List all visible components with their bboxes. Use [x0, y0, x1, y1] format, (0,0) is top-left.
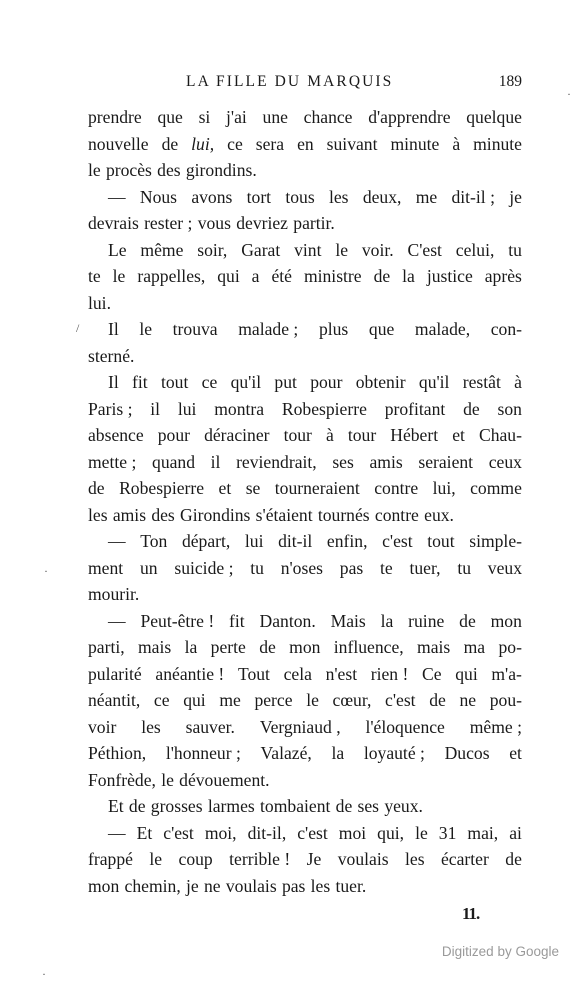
text-word: moi,: [204, 822, 237, 843]
text-word: et: [509, 743, 522, 763]
text-word: mon: [289, 637, 321, 657]
margin-speck: /: [76, 321, 80, 335]
text-word: perte: [210, 637, 246, 657]
text-word: tout: [160, 372, 189, 392]
text-word: Paris ;: [88, 398, 133, 419]
text-word: si: [198, 107, 211, 127]
text-word: une: [262, 107, 288, 127]
text-word: Chau-: [478, 425, 522, 445]
text-word: ma: [463, 637, 486, 657]
text-line: [88, 740, 522, 767]
text-word: de: [335, 796, 353, 816]
text-word: Tout: [237, 663, 270, 684]
text-word: cela: [283, 663, 312, 684]
text-word: voir.: [361, 239, 394, 260]
text-word: deux,: [362, 186, 402, 207]
text-word: loyauté ;: [363, 743, 425, 763]
text-word: le: [161, 769, 174, 790]
text-word: Danton.: [259, 610, 316, 631]
text-word: montra: [214, 398, 265, 419]
text-word: soir,: [197, 239, 228, 260]
text-line: [88, 846, 522, 873]
text-word: et: [218, 478, 232, 498]
text-word: anéantie !: [155, 663, 225, 684]
text-word: amis: [112, 504, 147, 525]
text-word: malade ;: [238, 319, 299, 339]
text-word: de: [429, 690, 446, 710]
margin-speck: ·: [42, 967, 46, 981]
text-word: absence: [88, 425, 144, 445]
text-line: [88, 343, 522, 370]
text-line: [88, 581, 522, 608]
text-word: veux: [487, 557, 522, 578]
text-word: rester ;: [144, 213, 193, 233]
text-word: tort: [246, 186, 272, 207]
text-word: simple-: [469, 531, 522, 551]
text-word: même: [140, 239, 184, 260]
page-number: 189: [498, 73, 522, 90]
text-word: —: [108, 531, 126, 551]
text-line: [88, 608, 522, 635]
text-word: fit: [229, 610, 245, 631]
text-word: qui: [455, 663, 478, 684]
text-line: [88, 634, 522, 661]
text-word: été: [271, 266, 292, 286]
text-word: de: [463, 398, 480, 419]
text-word: te: [380, 557, 393, 578]
text-line: [88, 555, 522, 582]
text-word: j'ai: [226, 107, 247, 127]
text-word: tournés: [317, 504, 370, 525]
text-word: tour: [283, 425, 312, 445]
text-word: à: [452, 133, 461, 154]
text-word: tu: [250, 557, 264, 578]
text-word: Mais: [330, 610, 366, 631]
text-word: C'est: [407, 239, 442, 260]
text-word: après: [484, 266, 522, 286]
text-line: [88, 237, 522, 264]
text-word: tous: [285, 186, 315, 207]
text-word: les: [88, 504, 108, 525]
text-word: celui,: [455, 239, 495, 260]
text-word: mourir.: [88, 584, 140, 604]
text-line: [88, 502, 522, 529]
text-word: contre: [374, 504, 419, 525]
text-word: l'éloquence: [365, 716, 445, 737]
text-word: justice: [426, 266, 473, 286]
text-word: restât: [462, 372, 501, 392]
text-line: [88, 316, 522, 343]
text-word: le: [415, 822, 428, 843]
text-line: [88, 422, 522, 449]
text-word: qui: [217, 266, 240, 286]
text-word: que: [157, 107, 183, 127]
text-word: Il: [108, 372, 119, 392]
text-word: con-: [490, 319, 522, 339]
text-word: il: [150, 398, 161, 419]
text-line: [88, 290, 522, 317]
text-word: minute: [473, 133, 522, 154]
text-word: voulais: [337, 849, 389, 869]
text-word: mais: [138, 637, 172, 657]
text-word: le: [88, 160, 101, 180]
text-line: [88, 714, 522, 741]
text-word: frappé: [88, 849, 133, 869]
text-word: ce: [153, 690, 170, 710]
text-word: lui,: [432, 478, 456, 498]
text-word: larmes: [207, 796, 255, 816]
text-word: vint: [294, 239, 322, 260]
text-word: pour: [310, 372, 343, 392]
text-word: les: [328, 186, 349, 207]
text-word: quelque: [466, 107, 522, 127]
text-word: à: [514, 372, 522, 392]
text-line: [88, 793, 522, 820]
text-word: mai,: [467, 822, 499, 843]
text-word: les: [310, 875, 331, 896]
text-word: enfin,: [326, 531, 368, 551]
text-word: influence,: [333, 637, 404, 657]
text-word: po-: [498, 637, 522, 657]
text-word: voulais: [225, 875, 277, 896]
text-word: minute: [390, 133, 440, 154]
text-word: malade,: [414, 319, 471, 339]
text-word: Péthion,: [88, 743, 147, 763]
text-word: Valazé,: [260, 743, 312, 763]
text-word: les: [141, 716, 161, 737]
text-line: [88, 528, 522, 555]
text-word: dévouement.: [179, 769, 270, 790]
text-word: prendre: [88, 107, 142, 127]
text-word: rappelles,: [137, 266, 206, 286]
text-word: —: [108, 822, 126, 843]
text-word: me: [415, 186, 438, 207]
text-word: amis: [369, 451, 403, 472]
text-word: mais: [417, 637, 451, 657]
text-word: même ;: [469, 716, 522, 737]
text-word: ai: [509, 822, 522, 843]
text-word: à: [325, 425, 334, 445]
text-line: [88, 449, 522, 476]
text-word: l'honneur ;: [165, 743, 241, 763]
text-line: [88, 687, 522, 714]
text-word: Et: [108, 796, 124, 816]
text-line: [88, 184, 522, 211]
text-word: tuer.: [335, 875, 367, 896]
text-word: la: [380, 610, 394, 631]
text-word: vous: [197, 213, 231, 233]
text-word: Ton: [140, 531, 168, 551]
text-word: ne: [203, 875, 221, 896]
text-word: quand: [152, 451, 196, 472]
text-word: Il: [108, 319, 119, 339]
text-word: lui: [177, 398, 197, 419]
text-word: n'oses: [280, 557, 323, 578]
text-word: 31: [438, 822, 457, 843]
text-line: [88, 873, 522, 900]
text-word: le: [139, 319, 153, 339]
text-line: [88, 210, 522, 237]
text-word: dit-il: [278, 531, 313, 551]
text-word: Je: [306, 849, 322, 869]
text-word: de: [128, 796, 146, 816]
text-word: il: [210, 451, 221, 472]
text-word: en: [297, 133, 314, 154]
signature-mark: 11.: [462, 904, 480, 923]
text-word: qui: [183, 690, 206, 710]
text-word: m'a-: [491, 663, 522, 684]
text-word: ses: [332, 451, 354, 472]
text-word: la: [184, 637, 198, 657]
text-line: [88, 263, 522, 290]
text-word: nouvelle: [88, 133, 149, 154]
text-word: des: [157, 160, 181, 180]
text-word: pou-: [489, 690, 522, 710]
margin-speck: ·: [567, 87, 571, 101]
running-title: LA FILLE DU MARQUIS: [186, 73, 394, 90]
text-word: pas: [339, 557, 364, 578]
text-word: la: [331, 743, 345, 763]
text-word: c'est: [297, 822, 328, 843]
text-word: lui.: [88, 292, 111, 313]
text-line: [88, 396, 522, 423]
text-word: mon: [88, 875, 120, 896]
text-word: Hébert: [390, 425, 439, 445]
text-word: c'est: [385, 690, 416, 710]
text-line: [88, 661, 522, 688]
text-word: grosses: [150, 796, 203, 816]
text-word: sera: [255, 133, 285, 154]
text-word: obtenir: [355, 372, 406, 392]
text-word: tourneraient: [274, 478, 360, 498]
text-word: comme: [470, 478, 522, 498]
text-word: départ,: [181, 531, 231, 551]
text-word: ne: [459, 690, 477, 710]
text-word: de: [88, 478, 105, 498]
text-word: que: [368, 319, 395, 339]
text-word: un: [139, 557, 158, 578]
text-word: te: [88, 266, 101, 286]
text-word: je: [509, 186, 522, 207]
text-word: profitant: [384, 398, 446, 419]
text-word: tour: [347, 425, 377, 445]
text-line: [88, 157, 522, 184]
text-word: Ducos: [444, 743, 490, 763]
text-word: néantit,: [88, 690, 141, 710]
text-word: Robespierre: [281, 398, 367, 419]
text-word: le: [112, 266, 126, 286]
text-word: c'est: [163, 822, 194, 843]
text-word: coup: [178, 849, 213, 869]
text-word: ce: [201, 372, 218, 392]
text-word: put: [274, 372, 297, 392]
text-word: pas: [281, 875, 306, 896]
text-word: écarter: [441, 849, 489, 869]
text-word: devriez: [236, 213, 288, 233]
text-word: cœur,: [332, 690, 372, 710]
text-word: Peut-être !: [140, 610, 215, 631]
text-word: de: [373, 266, 391, 286]
text-word: pour: [157, 425, 190, 445]
text-word: mette ;: [88, 451, 137, 472]
text-word: mon: [490, 610, 522, 631]
text-word: des: [151, 504, 175, 525]
text-word: qu'il: [230, 372, 262, 392]
text-word: le: [149, 849, 163, 869]
text-word: les: [405, 849, 425, 869]
margin-speck: ·: [44, 564, 48, 578]
text-word: sterné.: [88, 345, 135, 366]
text-word: plus: [318, 319, 349, 339]
text-line: [88, 131, 522, 158]
text-word: chance: [303, 107, 353, 127]
text-word: ses: [357, 796, 380, 816]
text-word: me: [219, 690, 241, 710]
text-word: Ce: [422, 663, 442, 684]
text-word: de: [459, 610, 476, 631]
text-word: dit-il ;: [451, 186, 495, 207]
text-word: tout: [427, 531, 455, 551]
text-word: chemin,: [124, 875, 181, 896]
text-word: de: [259, 637, 276, 657]
text-word: ment: [88, 557, 124, 578]
text-word: —: [108, 186, 126, 207]
text-word: ministre: [303, 266, 362, 286]
text-word: déraciner: [204, 425, 270, 445]
text-word: terrible !: [229, 849, 291, 869]
text-word: d'apprendre: [368, 107, 451, 127]
text-word: ce: [227, 133, 243, 154]
text-word: Fonfrède,: [88, 769, 156, 790]
text-word: lui,: [191, 133, 215, 154]
text-word: se: [245, 478, 261, 498]
text-word: tuer,: [409, 557, 441, 578]
text-word: suivant: [326, 133, 378, 154]
text-word: —: [108, 610, 126, 631]
text-word: s'étaient: [255, 504, 313, 525]
text-word: et: [452, 425, 465, 445]
text-line: [88, 475, 522, 502]
text-line: [88, 104, 522, 131]
text-word: qui,: [377, 822, 405, 843]
text-word: c'est: [382, 531, 413, 551]
text-word: Le: [108, 239, 127, 260]
text-word: fit: [132, 372, 148, 392]
text-word: qu'il: [418, 372, 450, 392]
text-word: procès: [105, 160, 152, 180]
text-word: sauver.: [185, 716, 235, 737]
text-word: Robespierre: [119, 478, 205, 498]
text-word: le: [306, 690, 319, 710]
text-word: seraient: [418, 451, 474, 472]
text-word: yeux.: [384, 796, 423, 816]
text-word: ceux: [488, 451, 522, 472]
text-line: [88, 767, 522, 794]
running-head: [88, 73, 522, 93]
text-word: suicide ;: [174, 557, 234, 578]
text-word: tu: [457, 557, 472, 578]
text-word: girondins.: [185, 160, 257, 180]
text-line: [88, 820, 522, 847]
text-word: le: [335, 239, 349, 260]
text-word: parti,: [88, 637, 125, 657]
text-word: partir.: [293, 213, 335, 233]
text-line: [88, 369, 522, 396]
text-word: reviendrait,: [236, 451, 317, 472]
text-word: eux.: [424, 504, 454, 525]
text-word: a: [251, 266, 260, 286]
body-text: [88, 104, 522, 899]
text-word: tu: [508, 239, 522, 260]
text-word: dit-il,: [247, 822, 287, 843]
text-word: Girondins: [180, 504, 251, 525]
text-word: son: [497, 398, 522, 419]
text-word: moi: [338, 822, 367, 843]
text-word: Nous: [139, 186, 178, 207]
text-word: Et: [136, 822, 153, 843]
text-word: n'est: [325, 663, 358, 684]
text-word: ruine: [408, 610, 445, 631]
text-word: tombaient: [260, 796, 331, 816]
text-word: la: [402, 266, 415, 286]
text-word: devrais: [88, 213, 139, 233]
text-word: pularité: [88, 663, 142, 684]
text-word: avons: [191, 186, 233, 207]
text-word: trouva: [172, 319, 218, 339]
text-word: perce: [254, 690, 293, 710]
text-word: voir: [88, 716, 117, 737]
text-word: lui: [244, 531, 264, 551]
text-word: je: [186, 875, 199, 896]
text-word: contre: [374, 478, 419, 498]
text-word: Garat: [241, 239, 281, 260]
text-word: Vergniaud ,: [259, 716, 341, 737]
digitized-watermark: Digitized by Google: [441, 944, 559, 959]
text-word: rien !: [370, 663, 409, 684]
text-word: de: [505, 849, 522, 869]
text-word: de: [161, 133, 179, 154]
